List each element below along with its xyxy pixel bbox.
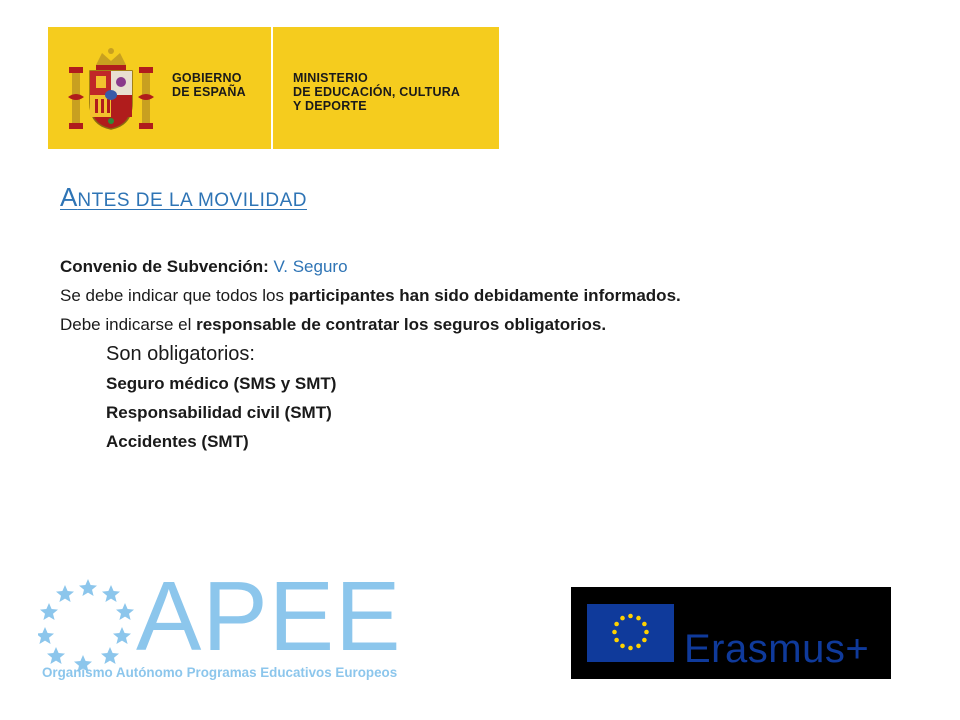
ministry-text: MINISTERIO DE EDUCACIÓN, CULTURA Y DEPORTE xyxy=(293,71,461,113)
agreement-label: Convenio de Subvención: xyxy=(60,257,269,276)
responsible-plain: Debe indicarse el xyxy=(60,315,192,334)
list-item: Responsabilidad civil (SMT) xyxy=(106,403,332,422)
list-item: Accidentes (SMT) xyxy=(106,432,249,451)
banner-divider xyxy=(271,27,273,149)
slide-title-initial: A xyxy=(60,182,78,212)
participants-bold: participantes han sido debidamente informados. xyxy=(288,286,681,305)
responsible-bold: responsable de contratar los seguros obligatorios. xyxy=(196,315,607,334)
slide-body xyxy=(60,252,920,456)
gobierno-de-espana-text: GOBIERNO DE ESPAÑA xyxy=(172,71,246,99)
agreement-line xyxy=(60,252,920,281)
slide-title xyxy=(60,182,307,213)
apee-wordmark: APEE xyxy=(136,561,402,671)
responsible-line xyxy=(60,310,920,339)
list-item: Seguro médico (SMS y SMT) xyxy=(106,374,337,393)
apee-logo xyxy=(38,561,418,685)
government-header-banner xyxy=(48,27,499,149)
apee-star-ring-icon xyxy=(38,575,138,675)
eu-flag-icon xyxy=(587,604,674,662)
agreement-value: V. Seguro xyxy=(273,257,348,276)
slide-title-rest: NTES DE LA MOVILIDAD xyxy=(77,190,307,211)
participants-plain: Se debe indicar que todos los xyxy=(60,286,284,305)
erasmus-plus-logo xyxy=(571,587,891,679)
apee-subtitle: Organismo Autónomo Programas Educativos Europeos xyxy=(42,665,398,680)
mandatory-subheading: Son obligatorios: xyxy=(106,343,255,365)
spain-coat-of-arms-icon xyxy=(66,45,156,135)
participants-line xyxy=(60,281,920,310)
erasmus-wordmark: Erasmus+ xyxy=(684,627,870,671)
